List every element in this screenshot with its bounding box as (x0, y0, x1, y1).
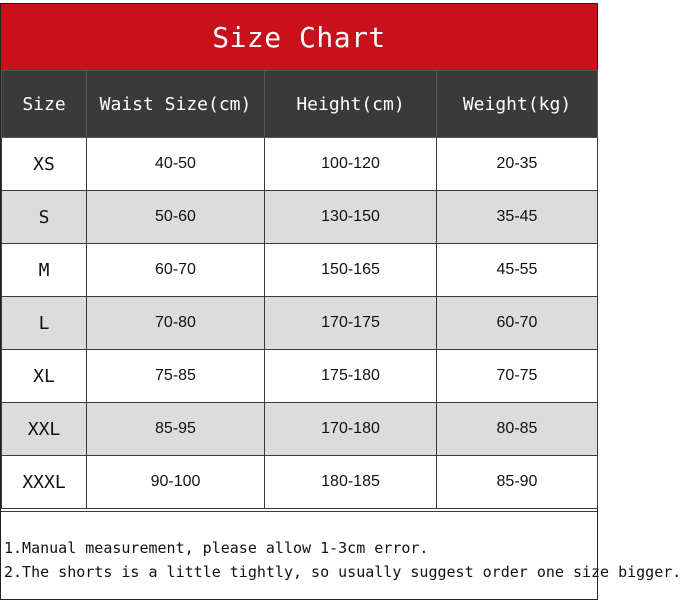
height-cell: 150-165 (265, 244, 437, 297)
header-size: Size (2, 71, 87, 138)
size-cell: S (2, 191, 87, 244)
note-line: 1.Manual measurement, please allow 1-3cm error. (4, 539, 429, 557)
size-cell: XXXL (2, 456, 87, 509)
note-line: 2.The shorts is a little tightly, so usually suggest order one size bigger. (4, 563, 681, 581)
table-row (2, 191, 598, 244)
height-cell: 170-180 (265, 403, 437, 456)
chart-title: Size Chart (1, 4, 597, 70)
size-cell: XXL (2, 403, 87, 456)
waist-cell: 60-70 (87, 244, 265, 297)
waist-cell: 90-100 (87, 456, 265, 509)
height-cell: 100-120 (265, 138, 437, 191)
table-row (2, 138, 598, 191)
table-row (2, 456, 598, 509)
notes-section (1, 511, 681, 599)
header-row (2, 71, 598, 138)
waist-cell: 85-95 (87, 403, 265, 456)
header-height: Height(cm) (265, 71, 437, 138)
weight-cell: 35-45 (437, 191, 598, 244)
weight-cell: 45-55 (437, 244, 598, 297)
waist-cell: 75-85 (87, 350, 265, 403)
height-cell: 175-180 (265, 350, 437, 403)
size-cell: M (2, 244, 87, 297)
table-row (2, 350, 598, 403)
table-row (2, 403, 598, 456)
table-row (2, 297, 598, 350)
size-cell: XL (2, 350, 87, 403)
weight-cell: 85-90 (437, 456, 598, 509)
waist-cell: 40-50 (87, 138, 265, 191)
table-row (2, 244, 598, 297)
height-cell: 130-150 (265, 191, 437, 244)
header-weight: Weight(kg) (437, 71, 598, 138)
weight-cell: 70-75 (437, 350, 598, 403)
size-chart (0, 3, 681, 600)
size-table (1, 70, 598, 509)
height-cell: 180-185 (265, 456, 437, 509)
header-waist: Waist Size(cm) (87, 71, 265, 138)
size-cell: XS (2, 138, 87, 191)
waist-cell: 50-60 (87, 191, 265, 244)
waist-cell: 70-80 (87, 297, 265, 350)
weight-cell: 60-70 (437, 297, 598, 350)
weight-cell: 80-85 (437, 403, 598, 456)
size-cell: L (2, 297, 87, 350)
weight-cell: 20-35 (437, 138, 598, 191)
height-cell: 170-175 (265, 297, 437, 350)
